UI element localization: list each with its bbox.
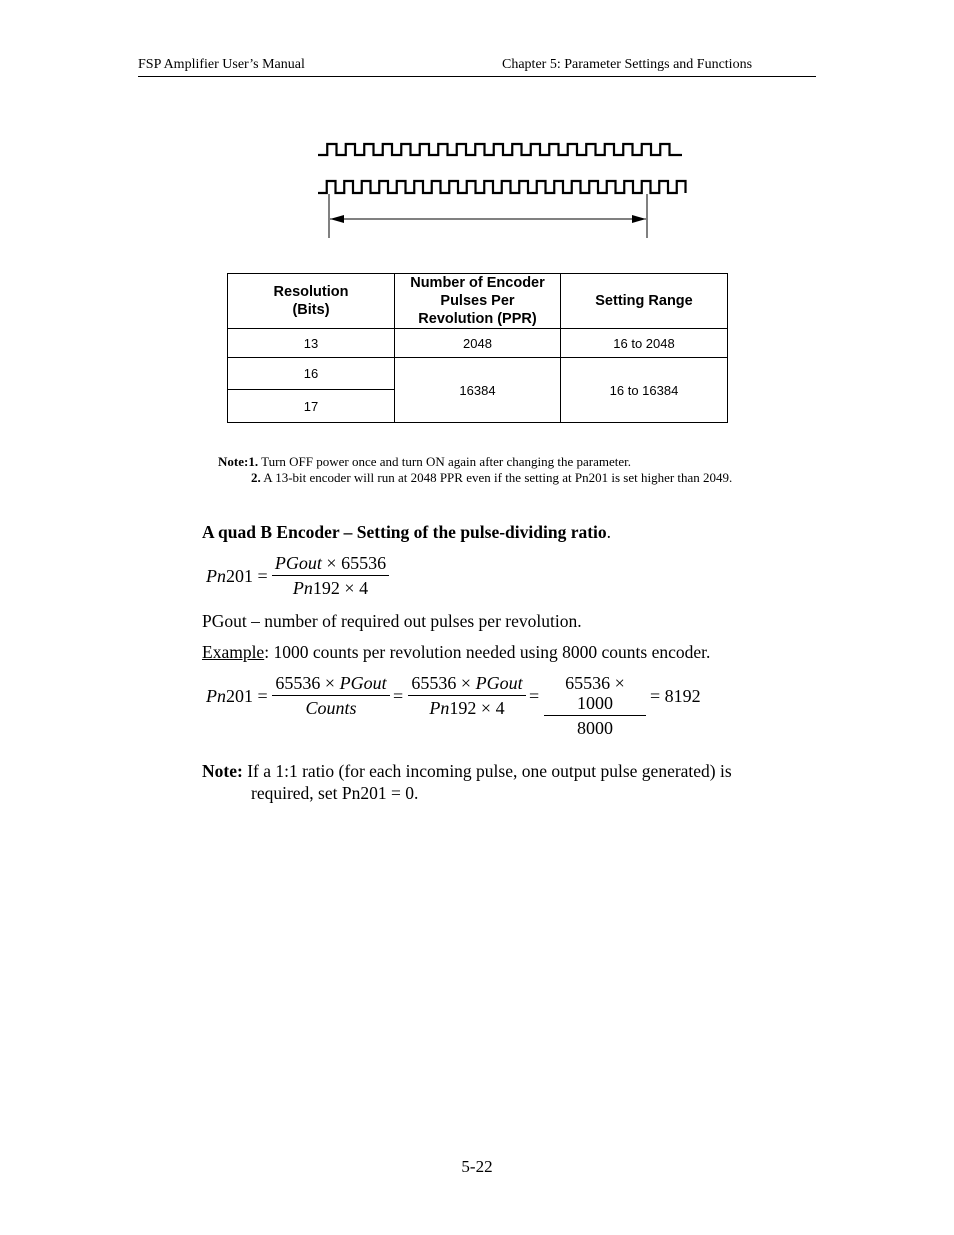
formula2-equals-2: = <box>529 686 540 706</box>
header-chapter-title: Chapter 5: Parameter Settings and Functions <box>502 57 753 72</box>
table-header-row <box>228 274 728 329</box>
example-line: Example: 1000 counts per revolution needed using 8000 counts encoder. <box>202 642 711 662</box>
formula1-lhs: Pn201 = <box>206 566 268 586</box>
header-rule <box>138 76 816 77</box>
cell-ppr: 2048 <box>395 329 561 358</box>
col-header-ppr: Number of Encoder Pulses Per Revolution (PPR) <box>395 274 561 329</box>
formula2-fraction-2: 65536 × PGout Pn192 × 4 <box>408 673 526 718</box>
note-1: Note:1. Turn OFF power once and turn ON again after changing the parameter. <box>218 454 632 469</box>
header-manual-title: FSP Amplifier User’s Manual <box>138 57 305 72</box>
pgout-definition: PGout – number of required out pulses per revolution. <box>202 611 582 631</box>
formula2-lhs: Pn201 = <box>206 686 268 706</box>
cell-resolution: 16 <box>228 358 395 390</box>
pulse-train-lower <box>318 181 686 193</box>
table-notes <box>218 454 732 486</box>
col-header-resolution: Resolution (Bits) <box>228 274 395 329</box>
cell-setting-range: 16 to 2048 <box>561 329 728 358</box>
span-arrow-right-head <box>632 215 646 223</box>
note-2: 2. A 13-bit encoder will run at 2048 PPR even if the setting at Pn201 is set higher than 2049. <box>251 470 733 485</box>
pulse-train-diagram <box>310 138 690 242</box>
section-heading: A quad B Encoder – Setting of the pulse-dividing ratio. <box>202 522 612 542</box>
table-row <box>228 329 728 358</box>
cell-ppr: 16384 <box>395 358 561 423</box>
formula2-fraction-3: $\frac{65536 \times 1000}{8000}$ <box>544 673 646 738</box>
formula2-result: = 8192 <box>650 686 701 706</box>
formula1-denominator: Pn192 × 4 <box>292 578 369 598</box>
ratio-note: Note: If a 1:1 ratio (for each incoming pulse, one output pulse generated) is required, set Pn201 = 0. <box>202 761 732 803</box>
cell-resolution: 17 <box>228 390 395 423</box>
formula2-fraction-1: 65536 × PGout Counts <box>272 673 390 718</box>
encoder-resolution-table <box>227 273 728 423</box>
span-arrow-left-head <box>330 215 344 223</box>
page-number: 5-22 <box>461 1157 493 1176</box>
pulse-train-upper <box>318 144 682 155</box>
table-row <box>228 358 728 390</box>
formula2-equals-1: = <box>393 686 404 706</box>
formula1-fraction <box>272 553 389 598</box>
formula1-numerator: PGout × 65536 <box>272 553 389 576</box>
cell-setting-range: 16 to 16384 <box>561 358 728 423</box>
cell-resolution: 13 <box>228 329 395 358</box>
col-header-setting-range: Setting Range <box>561 274 728 329</box>
